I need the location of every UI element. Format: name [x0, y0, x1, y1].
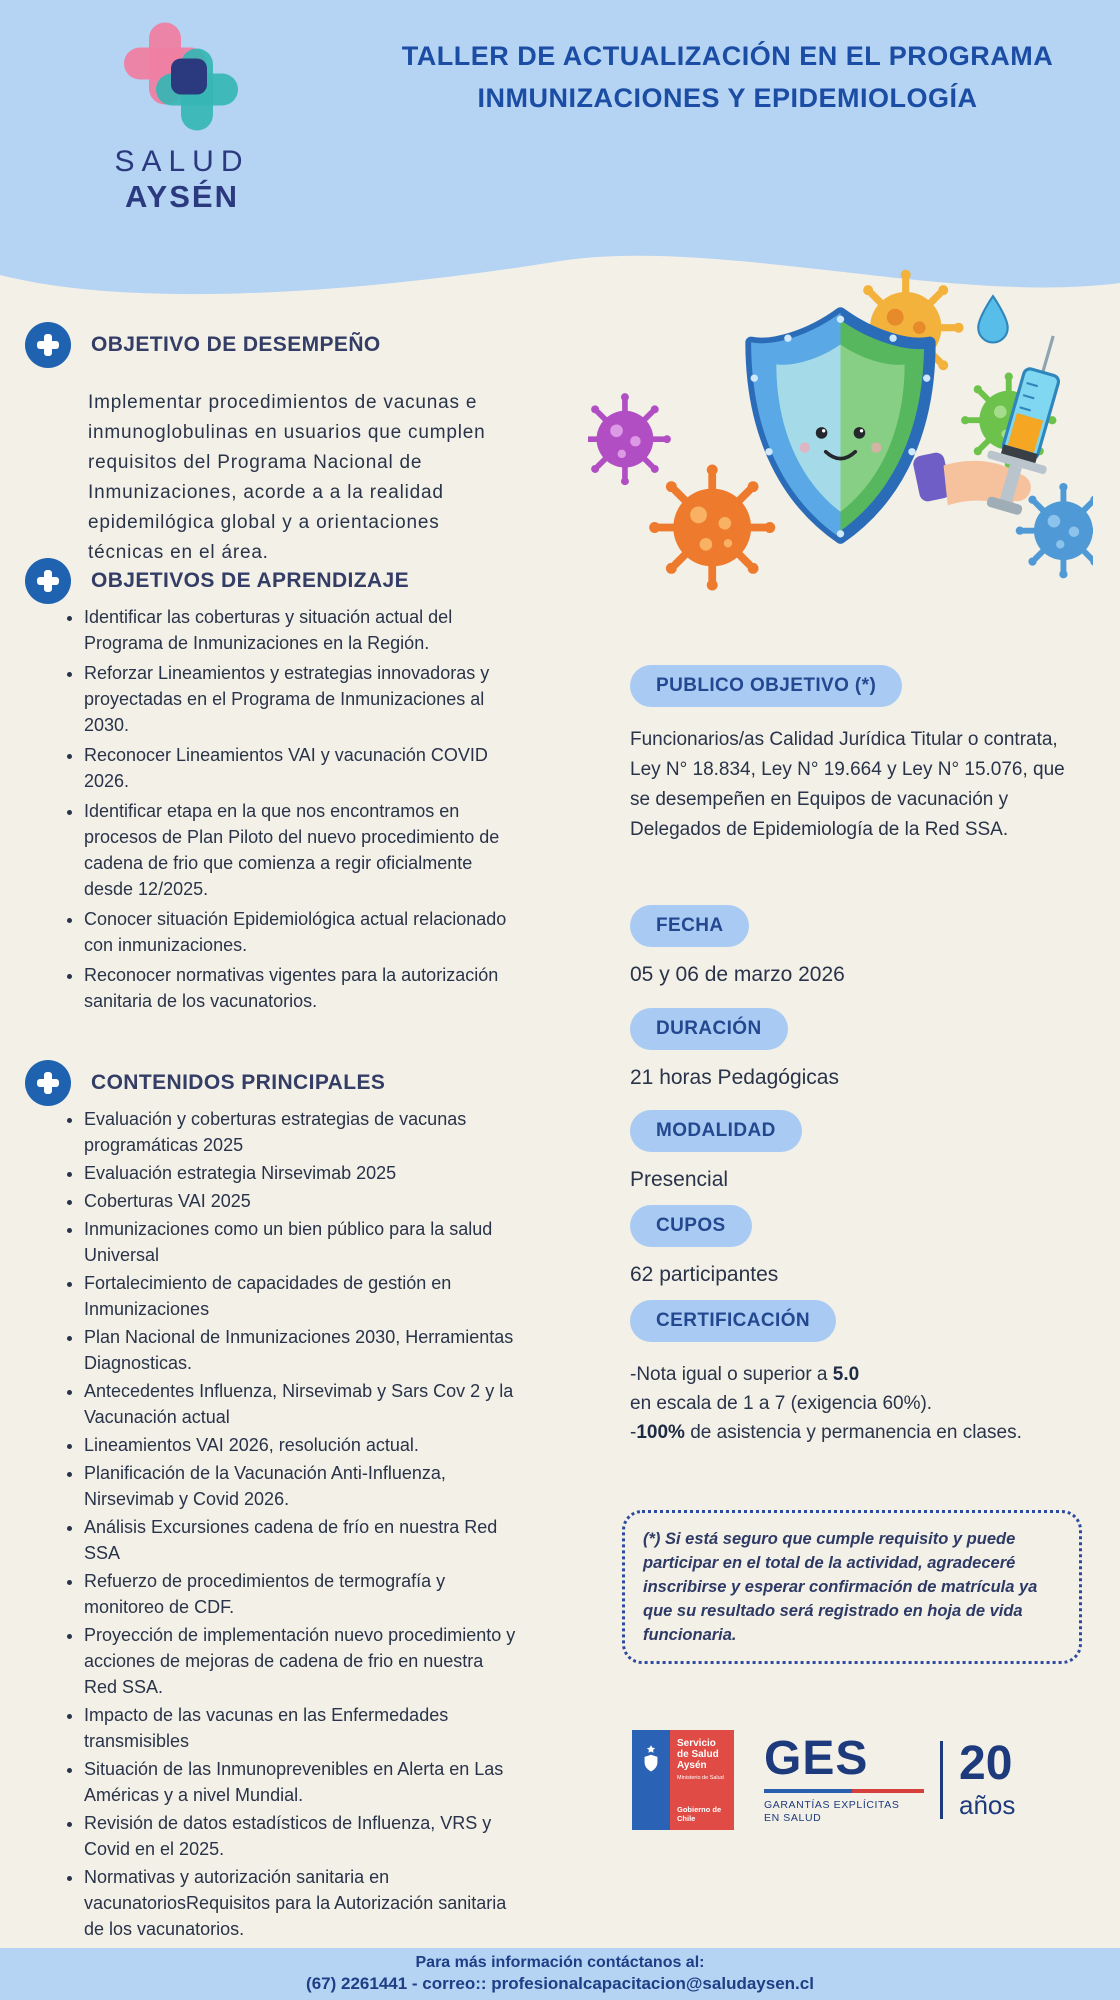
plus-icon [25, 1060, 71, 1106]
list-item: • Identificar las coberturas y situación actual del Programa de Inmunizaciones en la Región. [84, 604, 516, 656]
brand-word-aysen: AYSÉN [125, 179, 239, 214]
cert-line3-prefix: - [630, 1422, 637, 1443]
seats-value: 62 participantes [630, 1263, 779, 1286]
gov-logo-red-panel [670, 1730, 734, 1830]
duration-block [630, 1008, 1090, 1090]
cert-line3-rest: de asistencia y permanencia en clases. [684, 1422, 1022, 1443]
list-item: • Inmunizaciones como un bien público para la salud Universal [84, 1216, 516, 1268]
gov-logo-line1: Servicio [677, 1738, 716, 1749]
list-item: • Fortalecimiento de capacidades de gestión en Inmunizaciones [84, 1270, 516, 1322]
list-item: • Evaluación estrategia Nirsevimab 2025 [84, 1160, 516, 1186]
ges-tagline-1: GARANTÍAS EXPLÍCITAS [764, 1799, 900, 1811]
salud-aysen-logo [82, 18, 282, 215]
list-item: • Planificación de la Vacunación Anti-Influenza, Nirsevimab y Covid 2026. [84, 1460, 516, 1512]
duration-value: 21 horas Pedagógicas [630, 1066, 839, 1089]
list-item: • Antecedentes Influenza, Nirsevimab y Sars Cov 2 y la Vacunación actual [84, 1378, 516, 1430]
list-item: • Normativas y autorización sanitaria en vacunatoriosRequisitos para la Autorización sanitaria de los vacunatorios. [84, 1864, 516, 1942]
list-item: • Análisis Excursiones cadena de frío en nuestra Red SSA [84, 1514, 516, 1566]
gov-logo-line3: Aysén [677, 1760, 707, 1771]
section-performance-heading [25, 322, 381, 368]
list-item: • Impacto de las vacunas en las Enfermedades transmisibles [84, 1702, 516, 1754]
list-item: • Situación de las Inmunoprevenibles en Alerta en Las Américas y a nivel Mundial. [84, 1756, 516, 1808]
section-learning-heading [25, 558, 409, 604]
gov-logo-blue-panel [632, 1730, 670, 1830]
virus-purple-icon [588, 393, 671, 485]
virus-blue-icon [1016, 483, 1093, 578]
cross-logo-icon [107, 18, 257, 138]
footer-band [0, 1948, 1120, 2000]
seats-label: CUPOS [630, 1205, 752, 1247]
section-title-learning: OBJETIVOS DE APRENDIZAJE [91, 569, 410, 592]
shield-vaccine-illustration [588, 252, 1093, 599]
footer-contact-line2: (67) 2261441 - correo:: profesionalcapacitacion@saludaysen.cl [306, 1974, 814, 1993]
modality-label: MODALIDAD [630, 1110, 802, 1152]
list-item: • Plan Nacional de Inmunizaciones 2030, Herramientas Diagnosticas. [84, 1324, 516, 1376]
plus-icon [25, 558, 71, 604]
cert-line1-prefix: -Nota igual o superior a [630, 1364, 833, 1385]
list-item: • Conocer situación Epidemiológica actual relacionado con inmunizaciones. [84, 906, 516, 958]
list-item: • Coberturas VAI 2025 [84, 1188, 516, 1214]
certification-block [630, 1300, 1090, 1447]
list-item: • Evaluación y coberturas estrategias de vacunas programáticas 2025 [84, 1106, 516, 1158]
brand-word-salud: SALUD [114, 145, 250, 178]
coat-of-arms-icon [638, 1744, 664, 1774]
list-item: • Reforzar Lineamientos y estrategias innovadoras y proyectadas en el Programa de Inmunizaciones al 2030. [84, 660, 516, 738]
ges-left-column [764, 1732, 924, 1825]
date-label: FECHA [630, 905, 749, 947]
section-contents-heading [25, 1060, 385, 1106]
ges-years-column [959, 1736, 1016, 1821]
seats-block [630, 1205, 1090, 1287]
droplet-icon [978, 296, 1007, 342]
list-item: • Proyección de implementación nuevo procedimiento y acciones de mejoras de cadena de frio en nuestra Red SSA. [84, 1622, 516, 1700]
learning-objectives-list [32, 604, 516, 1018]
date-block [630, 905, 1090, 987]
ges-years-number: 20 [959, 1736, 1013, 1790]
virus-orange-icon [649, 464, 775, 590]
modality-value: Presencial [630, 1168, 729, 1191]
audience-text: Funcionarios/as Calidad Jurídica Titular o contrata, Ley N° 18.834, Ley N° 19.664 y Ley N° 15.076, que se desempeñen en Equipos de vacunación y Delegados de Epidemiología de la Red SSA. [630, 729, 1065, 840]
enrollment-note: (*) Si está seguro que cumple requisito y puede participar en el total de la actividad, agradeceré inscribirse y esperar confirmación de matrícula ya que su resultado será registrado en hoja de vida funcionaria. [622, 1510, 1082, 1664]
section-title-contents: CONTENIDOS PRINCIPALES [91, 1071, 386, 1094]
duration-label: DURACIÓN [630, 1008, 788, 1050]
list-item: • Lineamientos VAI 2026, resolución actual. [84, 1432, 516, 1458]
gov-logo-sub: Ministerio de Salud [677, 1775, 724, 1781]
cert-line2: en escala de 1 a 7 (exigencia 60%). [630, 1393, 933, 1414]
shield-icon [751, 313, 931, 538]
ges-divider [940, 1741, 943, 1819]
modality-block [630, 1110, 1090, 1192]
gov-logo-line2: de Salud [677, 1749, 719, 1760]
plus-icon [25, 322, 71, 368]
list-item: • Refuerzo de procedimientos de termografía y monitoreo de CDF. [84, 1568, 516, 1620]
certification-label: CERTIFICACIÓN [630, 1300, 836, 1342]
date-value: 05 y 06 de marzo 2026 [630, 963, 845, 986]
ges-years-word: años [959, 1789, 1016, 1820]
page-title: TALLER DE ACTUALIZACIÓN EN EL PROGRAMA INMUNIZACIONES Y EPIDEMIOLOGÍA [401, 41, 1054, 113]
section-title-performance: OBJETIVO DE DESEMPEÑO [91, 333, 381, 356]
ges-wordmark: GES [764, 1732, 869, 1785]
list-item: • Identificar etapa en la que nos encontramos en procesos de Plan Piloto del nuevo procedimiento de cadena de frio que comienza a regir oficialmente desde 12/2025. [84, 798, 516, 902]
ges-20-anos-logo [764, 1732, 1016, 1825]
main-contents-list [32, 1106, 516, 1944]
list-item: • Revisión de datos estadísticos de Influenza, VRS y Covid en el 2025. [84, 1810, 516, 1862]
performance-objective-text: Implementar procedimientos de vacunas e inmunoglobulinas en usuarios que cumplen requisitos del Programa Nacional de Inmunizaciones, acorde a a la realidad epidemilógica global y a orientaciones técnicas en el área. [88, 392, 486, 563]
audience-block [630, 665, 1090, 845]
certification-text [630, 1360, 1082, 1447]
list-item: • Reconocer normativas vigentes para la autorización sanitaria de los vacunatorios. [84, 962, 516, 1014]
gov-logo-bottom: Gobierno de Chile [677, 1805, 722, 1823]
ges-tagline-2: EN SALUD [764, 1812, 822, 1824]
logos-row [632, 1730, 1015, 1830]
cert-grade-bold: 5.0 [832, 1364, 860, 1385]
audience-label: PUBLICO OBJETIVO (*) [630, 665, 902, 707]
cert-attendance-bold: 100% [636, 1422, 685, 1443]
gobierno-de-chile-logo [632, 1730, 734, 1830]
ges-rule-line [764, 1789, 924, 1793]
footer-contact-line1: Para más información contáctanos al: [415, 1954, 705, 1971]
list-item: • Reconocer Lineamientos VAI y vacunación COVID 2026. [84, 742, 516, 794]
